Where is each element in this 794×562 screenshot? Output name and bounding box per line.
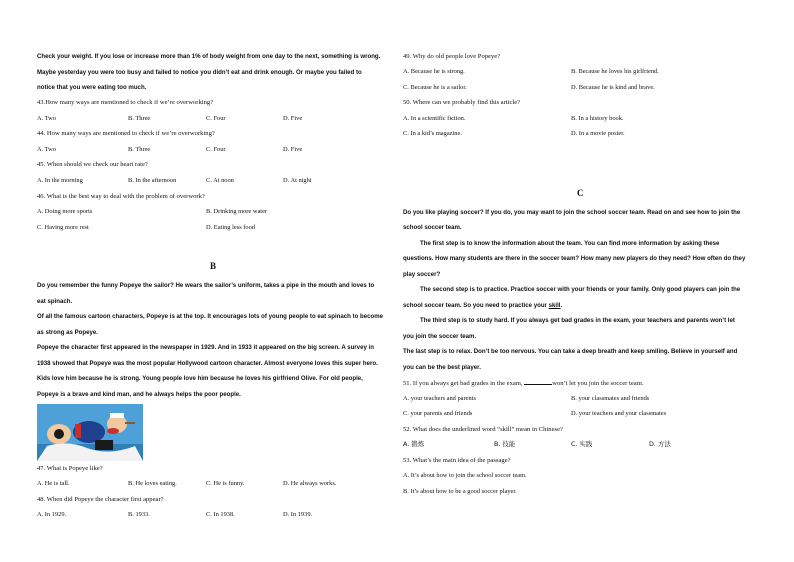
passage-c-line: school soccer team. <box>403 224 462 231</box>
q53-option-a: A. It’s about how to join the school soccer team. <box>403 472 527 479</box>
question-43-stem: 43.How many ways are mentioned to check if we’re overworking? <box>37 99 214 106</box>
passage-c-line: play soccer? <box>403 271 441 278</box>
q44-option-a: A. Two <box>37 146 56 153</box>
q51-option-c: C. your parents and friends <box>403 410 473 417</box>
q51-option-b: B. your classmates and friends <box>571 395 650 402</box>
question-48-stem: 48. When did Popeye the character first appear? <box>37 496 164 503</box>
q43-option-b: B. Three <box>128 115 151 122</box>
passage-a-line: notice that you were eating too much. <box>37 84 147 91</box>
passage-c-line <box>403 301 562 310</box>
passage-c-line: The first step is to know the information about the team. You can find more information by asking these <box>420 240 720 247</box>
passage-c-line: The last step is to relax. Don’t be too nervous. You can take a deep breath and keep smiling. Believe in yourself and <box>403 348 738 355</box>
q52-option-c: C. 实践 <box>571 440 593 448</box>
question-49-stem: 49. Why do old people love Popeye? <box>403 53 501 60</box>
q49-option-c: C. Because he is a sailor. <box>403 84 467 91</box>
passage-c-line: you join the soccer team. <box>403 333 477 340</box>
passage-c-line: The second step is to practice. Practice soccer with your friends or your family. Only good players can join the <box>420 286 741 293</box>
passage-c-text: school soccer team. So you need to practice your <box>403 302 549 309</box>
q47-option-d: D. He always works. <box>283 480 337 487</box>
q50-option-d: D. In a movie poster. <box>571 130 625 137</box>
q44-option-c: C. Four <box>206 146 226 153</box>
q53-option-b: B. It’s about how to be a good soccer player. <box>403 488 517 495</box>
q47-option-c: C. He is funny. <box>206 480 245 487</box>
question-50-stem: 50. Where can we probably find this article? <box>403 99 521 106</box>
question-44-stem: 44. How many ways are mentioned to check if we’re overworking? <box>37 130 215 137</box>
q46-option-c: C. Having more rest <box>37 224 89 231</box>
popeye-illustration <box>37 404 143 461</box>
q46-option-d: D. Eating less food <box>206 224 255 231</box>
q52-option-d: D. 方法 <box>649 440 671 448</box>
passage-c-text: . <box>560 302 563 309</box>
q43-option-a: A. Two <box>37 115 56 122</box>
passage-b-line: Of all the famous cartoon characters, Popeye is at the top. It encourages lots of young people to eat spinach to become <box>37 313 384 320</box>
question-51-stem <box>403 378 643 388</box>
question-46-stem: 46. What is the best way to deal with the problem of overwork? <box>37 193 205 200</box>
q51-option-d: D. your teachers and your classmates <box>571 410 667 417</box>
passage-c-line: The third step is to study hard. If you always get bad grades in the exam, your teachers and parents won’t let <box>420 317 735 324</box>
q46-option-b: B. Drinking more water <box>206 208 268 215</box>
q43-option-c: C. Four <box>206 115 226 122</box>
passage-b-line: as strong as Popeye. <box>37 329 98 336</box>
question-52-stem: 52. What does the underlined word “skill” mean in Chinese? <box>403 426 563 433</box>
passage-c-line: you can be the best player. <box>403 364 481 371</box>
q48-option-b: B. 1933. <box>128 511 150 518</box>
q45-option-c: C. At noon <box>206 177 234 184</box>
q48-option-c: C. In 1938. <box>206 511 235 518</box>
q45-option-d: D. At night <box>283 177 312 184</box>
q46-option-a: A. Doing more sports <box>37 208 93 215</box>
q47-option-b: B. He loves eating. <box>128 480 177 487</box>
passage-b-line: Popeye the character first appeared in the newspaper in 1929. And in 1933 it appeared on the big screen. A survey in <box>37 344 374 351</box>
q51-option-a: A. your teachers and parents <box>403 395 476 402</box>
q50-option-c: C. In a kid’s magazine. <box>403 130 462 137</box>
section-c-heading: C <box>577 188 584 198</box>
q51-stem-start: 51. If you always get bad grades in the exam, <box>403 380 525 387</box>
q44-option-d: D. Five <box>283 146 303 153</box>
passage-b-line: eat spinach. <box>37 298 73 305</box>
q49-option-a: A. Because he is strong. <box>403 68 465 75</box>
q52-option-b: B. 技能 <box>494 440 516 448</box>
q48-option-d: D. In 1939. <box>283 511 313 518</box>
passage-a-line: Maybe yesterday you were too busy and failed to notice you didn’t eat and drink enough. Or maybe you failed to <box>37 69 362 76</box>
q49-option-d: D. Because he is kind and brave. <box>571 84 655 91</box>
q48-option-a: A. In 1929. <box>37 511 67 518</box>
q47-option-a: A. He is tall. <box>37 480 70 487</box>
section-b-heading: B <box>210 261 217 271</box>
q43-option-d: D. Five <box>283 115 303 122</box>
q50-option-a: A. In a scientific fiction. <box>403 115 466 122</box>
question-53-stem: 53. What’s the main idea of the passage? <box>403 457 511 464</box>
q49-option-b: B. Because he loves his girlfriend. <box>571 68 659 75</box>
underlined-word-skill: skill <box>548 302 561 309</box>
passage-b-line: 1938 showed that Popeye was the most popular Hollywood cartoon character. Almost everyone loves this super hero. <box>37 360 378 367</box>
passage-c-line: questions. How many students are there in the soccer team? How many new players do they need? How often do they <box>403 255 746 262</box>
passage-c-line: Do you like playing soccer? If you do, you may want to join the school soccer team. Read on and see how to join the <box>403 209 741 216</box>
q45-option-b: B. In the afternoon <box>128 177 177 184</box>
question-47-stem: 47. What is Popeye like? <box>37 465 103 472</box>
q50-option-b: B. In a history book. <box>571 115 624 122</box>
q44-option-b: B. Three <box>128 146 151 153</box>
passage-b-line: Kids love him because he is strong. Young people love him because he loves his girlfriend Olive. For old people, <box>37 375 363 382</box>
passage-a-line: Check your weight. If you lose or increase more than 1% of body weight from one day to the next, something is wrong. <box>37 53 381 60</box>
question-45-stem: 45. When should we check our heart rate? <box>37 161 148 168</box>
q45-option-a: A. In the morning <box>37 177 83 184</box>
passage-b-line: Popeye is a brave and kind man, and he always helps the poor people. <box>37 391 241 398</box>
passage-b-line: Do you remember the funny Popeye the sailor? He wears the sailor’s uniform, takes a pipe in the mouth and loves to <box>37 282 375 289</box>
q51-stem-end: won’t let you join the soccer team. <box>552 380 644 387</box>
answer-blank <box>524 378 552 385</box>
q52-option-a: A. 锻炼 <box>403 440 425 448</box>
